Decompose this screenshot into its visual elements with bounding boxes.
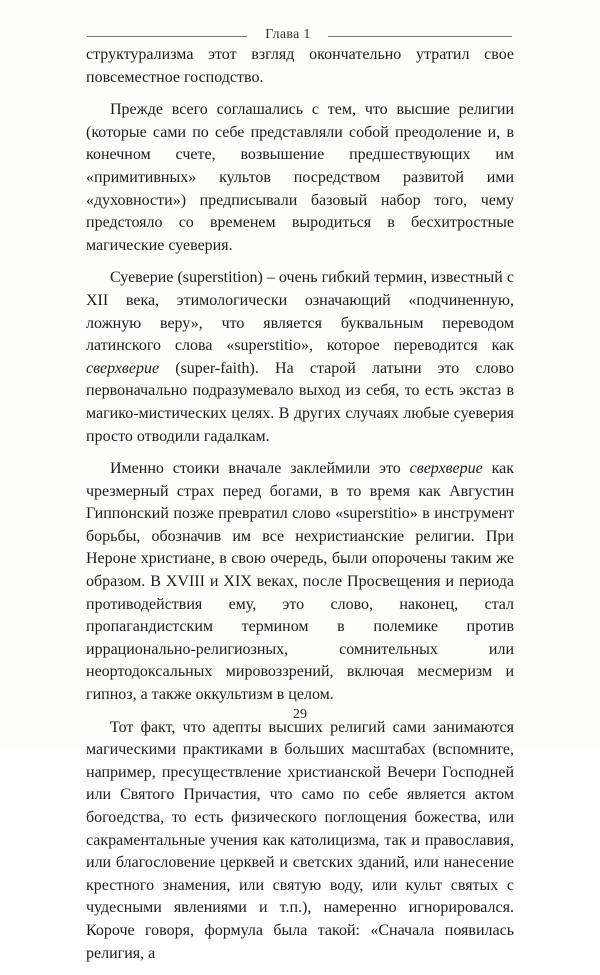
body-text [86,44,514,975]
running-head: Глава 1 [265,27,311,42]
header-rule-right [328,36,512,37]
italic-term: сверхверие [86,359,160,377]
text-run: как чрезмерный страх перед богами, в то время как Августин Гиппонский позже превратил слово «superstitio» в инструмент борьбы, обозначив им все нехристианские религии. При Нероне христиане, в свою очередь, были опорочены таким же образом. В XVIII и XIX веках, после Просвещения и периода противодействия ему, это слово, наконец, стал пропагандистским термином в полемике против иррационально-религиозных, сомнительных или неортодоксальных мировоззрений, включая месмеризм и гипноз, а также оккультизм в целом. [86,460,514,704]
italic-term: сверхверие [409,460,483,478]
page-number: 29 [293,707,307,722]
header-rule-left [87,36,247,37]
paragraph [86,458,514,707]
text-run: (super-faith). На старой латыни это слово первоначально подразумевало выход из себя, то есть экстаз в магико-мистических целях. В других случаях любые суеверия просто отводили гадалкам. [86,359,514,445]
text-run: Суеверие (superstition) – очень гибкий термин, известный с XII века, этимологически означающий «подчиненную, ложную веру», что является буквальным переводом латинского слова «superstitio», которое переводится как [86,269,514,355]
text-run: Именно стоики вначале заклеймили это [110,460,410,478]
paragraph [86,44,514,89]
text-run: Прежде всего соглашались с тем, что высшие религии (которые сами по себе представляли собой преодоление и, в конечном счете, возвышение предшествующих им «примитивных» культов посредством развитой ими «духовности») предписывали базовый набор того, чему предстояло со временем выродиться в бесхитростные магические суеверия. [86,101,514,254]
text-run: структурализма этот взгляд окончательно утратил свое повсеместное господство. [86,46,514,86]
paragraph [86,717,514,966]
paragraph [86,99,514,257]
paragraph [86,267,514,448]
text-run: Тот факт, что адепты высших религий сами занимаются магическими практиками в больших масштабах (вспомните, например, пресуществление христианской Вечери Господней или Святого Причастия, что само по себе является актом богоедства, то есть физического поглощения божества, или сакраментальные учения как католицизма, так и православия, или благословение церквей и светских зданий, или нанесение крестного знамения, или святую воду, или культ святых с чудесными явлениями и т.п.), намеренно игнорировался. Короче говоря, формула была такой: «Сначала появилась религия, а [86,718,514,962]
